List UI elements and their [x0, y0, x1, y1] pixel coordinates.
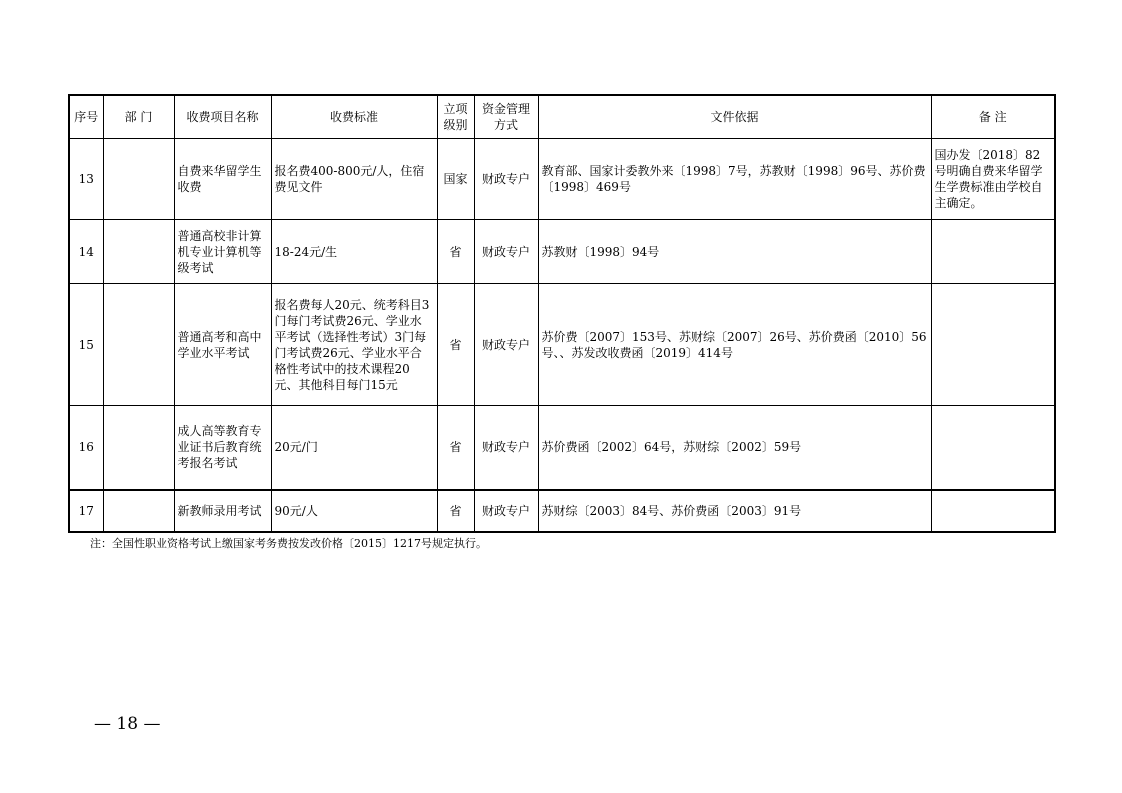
cell-level: 省 — [437, 406, 474, 490]
cell-department — [103, 490, 174, 532]
cell-seq: 13 — [69, 139, 103, 220]
page-number: — 18 — — [94, 714, 161, 734]
header-level: 立项级别 — [437, 95, 474, 139]
cell-level: 省 — [437, 220, 474, 284]
cell-remarks — [931, 406, 1055, 490]
header-basis: 文件依据 — [538, 95, 931, 139]
cell-item-name: 自费来华留学生收费 — [174, 139, 271, 220]
cell-remarks — [931, 284, 1055, 406]
cell-remarks — [931, 220, 1055, 284]
table-header-row — [69, 95, 1055, 139]
cell-fund-mgmt: 财政专户 — [474, 490, 538, 532]
cell-basis: 苏价费〔2007〕153号、苏财综〔2007〕26号、苏价费函〔2010〕56号、、苏发改收费函〔2019〕414号 — [538, 284, 931, 406]
cell-seq: 14 — [69, 220, 103, 284]
cell-department — [103, 406, 174, 490]
header-fund-mgmt: 资金管理方式 — [474, 95, 538, 139]
header-standard: 收费标准 — [271, 95, 437, 139]
cell-item-name: 新教师录用考试 — [174, 490, 271, 532]
cell-remarks — [931, 490, 1055, 532]
header-department: 部 门 — [103, 95, 174, 139]
table-row — [69, 406, 1055, 490]
cell-item-name: 普通高校非计算机专业计算机等级考试 — [174, 220, 271, 284]
table-footnote: 注：全国性职业资格考试上缴国家考务费按发改价格〔2015〕1217号规定执行。 — [90, 537, 487, 550]
cell-seq: 16 — [69, 406, 103, 490]
cell-basis: 苏价费函〔2002〕64号，苏财综〔2002〕59号 — [538, 406, 931, 490]
cell-fund-mgmt: 财政专户 — [474, 220, 538, 284]
cell-level: 省 — [437, 284, 474, 406]
cell-standard: 18-24元/生 — [271, 220, 437, 284]
cell-fund-mgmt: 财政专户 — [474, 284, 538, 406]
fee-table — [68, 94, 1056, 533]
cell-standard: 20元/门 — [271, 406, 437, 490]
cell-basis: 苏教财〔1998〕94号 — [538, 220, 931, 284]
cell-seq: 15 — [69, 284, 103, 406]
cell-basis: 苏财综〔2003〕84号、苏价费函〔2003〕91号 — [538, 490, 931, 532]
table-row — [69, 284, 1055, 406]
cell-department — [103, 284, 174, 406]
header-item-name: 收费项目名称 — [174, 95, 271, 139]
cell-item-name: 成人高等教育专业证书后教育统考报名考试 — [174, 406, 271, 490]
cell-standard: 报名费每人20元、统考科目3门每门考试费26元、学业水平考试（选择性考试）3门每门考试费26元、学业水平合格性考试中的技术课程20元、其他科目每门15元 — [271, 284, 437, 406]
cell-seq: 17 — [69, 490, 103, 532]
table-row — [69, 139, 1055, 220]
cell-fund-mgmt: 财政专户 — [474, 406, 538, 490]
table-row — [69, 490, 1055, 532]
cell-department — [103, 139, 174, 220]
cell-department — [103, 220, 174, 284]
cell-item-name: 普通高考和高中学业水平考试 — [174, 284, 271, 406]
cell-standard: 报名费400-800元/人，住宿费见文件 — [271, 139, 437, 220]
cell-remarks: 国办发〔2018〕82号明确自费来华留学生学费标准由学校自主确定。 — [931, 139, 1055, 220]
cell-standard: 90元/人 — [271, 490, 437, 532]
header-seq: 序号 — [69, 95, 103, 139]
header-remarks: 备 注 — [931, 95, 1055, 139]
cell-level: 国家 — [437, 139, 474, 220]
cell-fund-mgmt: 财政专户 — [474, 139, 538, 220]
table-row — [69, 220, 1055, 284]
cell-level: 省 — [437, 490, 474, 532]
cell-basis: 教育部、国家计委教外来〔1998〕7号，苏教财〔1998〕96号、苏价费〔1998〕469号 — [538, 139, 931, 220]
